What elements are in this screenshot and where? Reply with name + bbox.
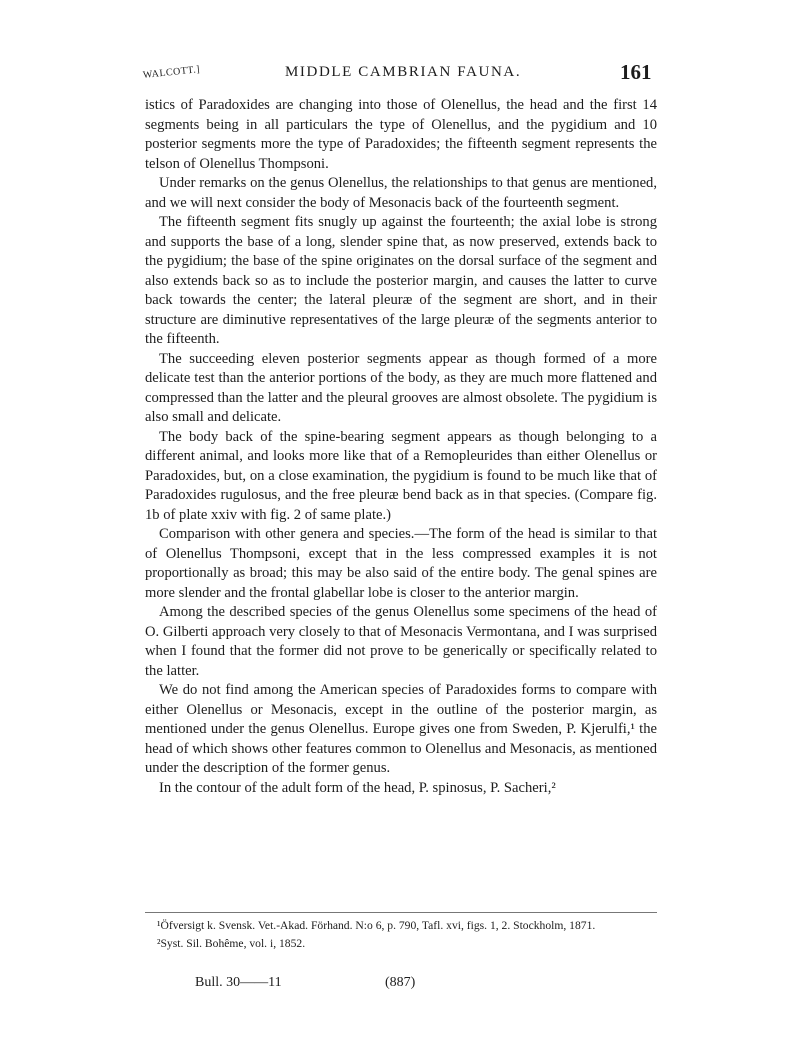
bulletin-signature: Bull. 30——11	[195, 975, 282, 990]
paragraph: Among the described species of the genus Olenellus some specimens of the head of O. Gilberti approach very closely to that of Mesonacis Vermontana, and I was surprised when I found that the former did not prove to be generically or specifically related to the latter.	[145, 604, 657, 679]
page-number: 161	[620, 60, 652, 84]
footnote: ²Syst. Sil. Bohême, vol. i, 1852.	[157, 936, 306, 950]
paragraph: The succeeding eleven posterior segments appear as though formed of a more delicate test than the anterior portions of the body, as they are much more flattened and compressed than the latter and the pleural grooves are almost obsolete. The pygidium is also small and delicate.	[145, 350, 657, 425]
paragraph: istics of Paradoxides are changing into those of Olenellus, the head and the first 14 segments being in all particulars the type of Olenellus, and the pygidium and 10 posterior segments more the type of Paradoxides; the fifteenth segment represents the telson of Olenellus Thompsoni.	[145, 97, 657, 172]
paragraph: In the contour of the adult form of the head, P. spinosus, P. Sacheri,²	[159, 779, 556, 796]
author-tag: WALCOTT.]	[142, 64, 201, 81]
footnote: ¹Öfversigt k. Svensk. Vet.-Akad. Förhand. N:o 6, p. 790, Tafl. xvi, figs. 1, 2. Stockholm, 1871.	[157, 919, 596, 932]
footnotes	[145, 912, 657, 953]
running-header	[0, 0, 800, 110]
page-title: MIDDLE CAMBRIAN FAUNA.	[285, 64, 522, 80]
paragraph: The fifteenth segment fits snugly up against the fourteenth; the axial lobe is strong and supports the base of a long, slender spine that, as now preserved, extends back to the pygidium; the base of the spine originates on the dorsal surface of the segment and also extends back so as to include the posterior margin, and causes the latter to curve back towards the center; the lateral pleuræ of the segment are short, and in their structure are diminutive representatives of the large pleuræ of the segments anterior to the fifteenth.	[145, 214, 657, 347]
paragraph: Comparison with other genera and species.—The form of the head is similar to that of Olenellus Thompsoni, except that in the less compressed examples it is not proportionally as broad; this may be also said of the entire body. The genal spines are more slender and the frontal glabellar lobe is closer to the anterior margin.	[145, 526, 657, 601]
page-code: (887)	[385, 975, 416, 990]
body-text	[145, 96, 657, 798]
paragraph: Under remarks on the genus Olenellus, the relationships to that genus are mentioned, and we will next consider the body of Mesonacis back of the fourteenth segment.	[145, 175, 657, 211]
paragraph: We do not find among the American species of Paradoxides forms to compare with either Olenellus or Mesonacis, except in the outline of the posterior margin, as mentioned under the genus Olenellus. Europe gives one from Sweden, P. Kjerulfi,¹ the head of which shows other features common to Olenellus and Mesonacis, as mentioned under the description of the former genus.	[145, 682, 657, 776]
paragraph: The body back of the spine-bearing segment appears as though belonging to a different animal, and looks more like that of a Remopleurides than either Olenellus or Paradoxides, but, on a close examination, the pygidium is found to be much like that of Paradoxides rugulosus, and the free pleuræ bend back as in that species. (Compare fig. 1b of plate xxiv with fig. 2 of same plate.)	[145, 428, 657, 523]
